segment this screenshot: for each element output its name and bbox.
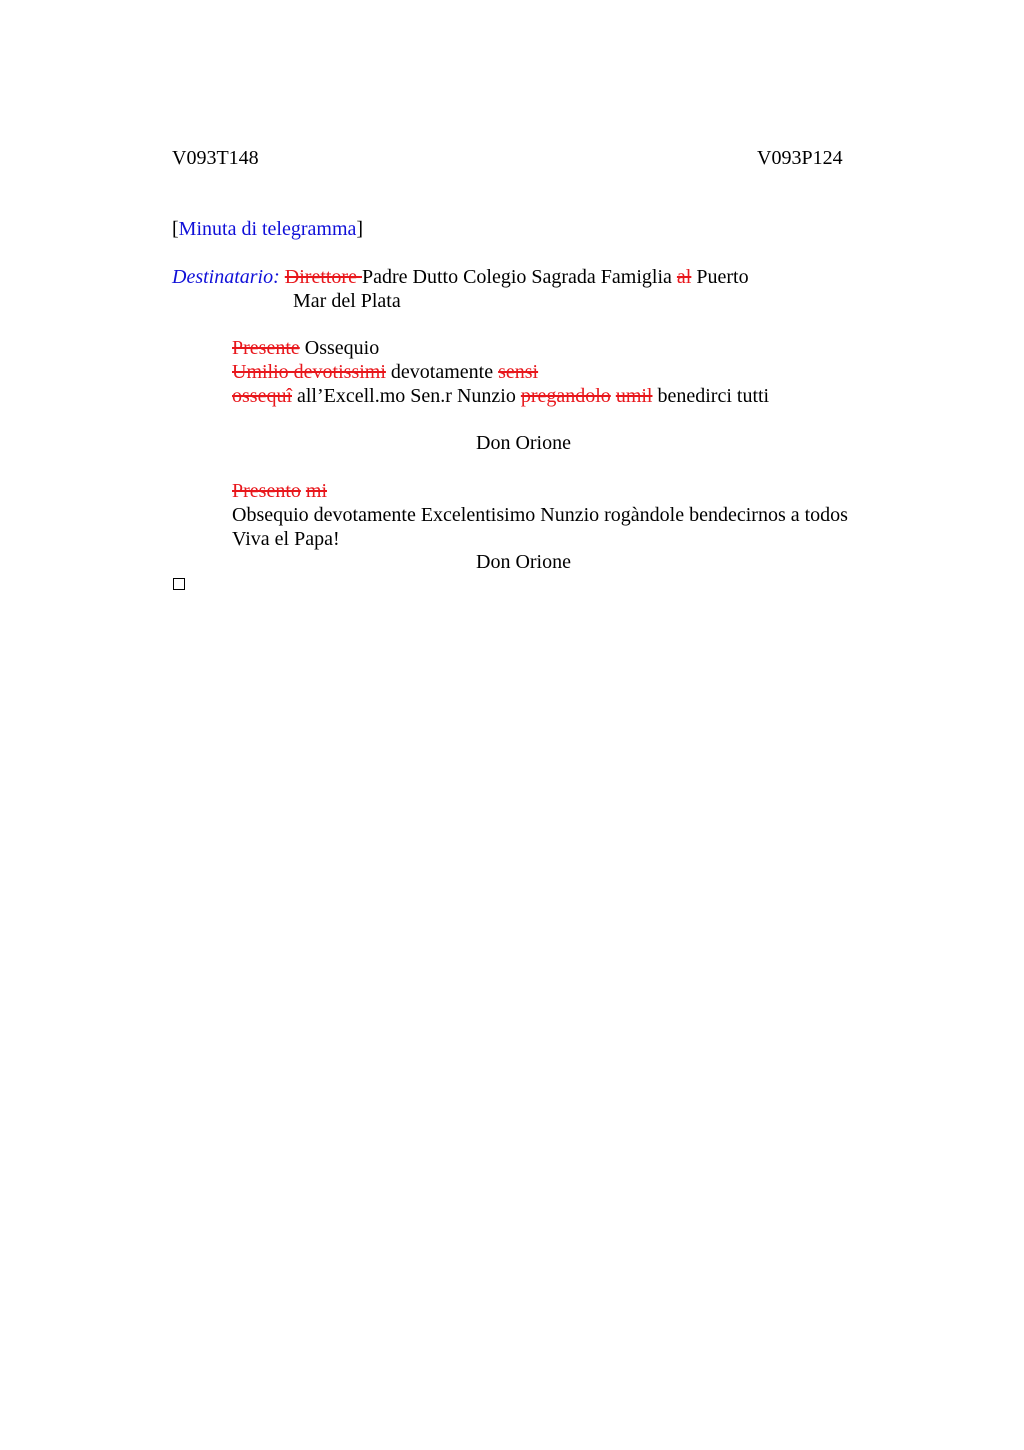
deleted-text: ossequî xyxy=(232,385,292,407)
deleted-text: umil xyxy=(615,385,653,407)
document-code-left: V093T148 xyxy=(172,147,259,169)
draft-text: benedirci tutti xyxy=(652,385,770,407)
deleted-text: Presente xyxy=(232,337,300,359)
draft-text: Ossequio xyxy=(299,337,380,359)
open-bracket: [ xyxy=(172,218,179,240)
deleted-text: pregandolo xyxy=(520,385,611,407)
close-bracket: ] xyxy=(356,218,364,240)
spanish-draft-line-2: Obsequio devotamente Excelentisimo Nunzio rogàndole bendecirnos a todos xyxy=(232,504,848,526)
document-code-right: V093P124 xyxy=(757,147,843,169)
spanish-draft-signature: Don Orione xyxy=(476,551,571,573)
deleted-text: sensi xyxy=(498,361,539,383)
italian-draft-line-3 xyxy=(232,384,769,408)
empty-square-icon xyxy=(173,578,185,590)
italian-draft-signature: Don Orione xyxy=(476,432,571,454)
deleted-text: Umilio devotissimi xyxy=(232,361,386,383)
deleted-text: al xyxy=(676,266,692,288)
italian-draft-line-1 xyxy=(232,336,379,360)
deleted-text: Direttore xyxy=(284,266,362,288)
recipient-label: Destinatario: xyxy=(172,266,280,288)
recipient-line xyxy=(172,265,749,289)
deleted-text: Presento xyxy=(232,480,301,502)
recipient-text: Puerto xyxy=(691,266,749,288)
document-type-heading xyxy=(172,217,363,241)
draft-text: all’Excell.mo Sen.r Nunzio xyxy=(292,385,521,407)
draft-text: devotamente xyxy=(385,361,499,383)
document-type-label: Minuta di telegramma xyxy=(178,218,357,240)
italian-draft-line-2 xyxy=(232,360,538,384)
recipient-city: Mar del Plata xyxy=(293,290,401,312)
spanish-draft-line-1 xyxy=(232,479,327,503)
deleted-text: mi xyxy=(305,480,328,502)
spanish-draft-line-3: Viva el Papa! xyxy=(232,528,340,550)
recipient-name: Padre Dutto Colegio Sagrada Famiglia xyxy=(361,266,677,288)
